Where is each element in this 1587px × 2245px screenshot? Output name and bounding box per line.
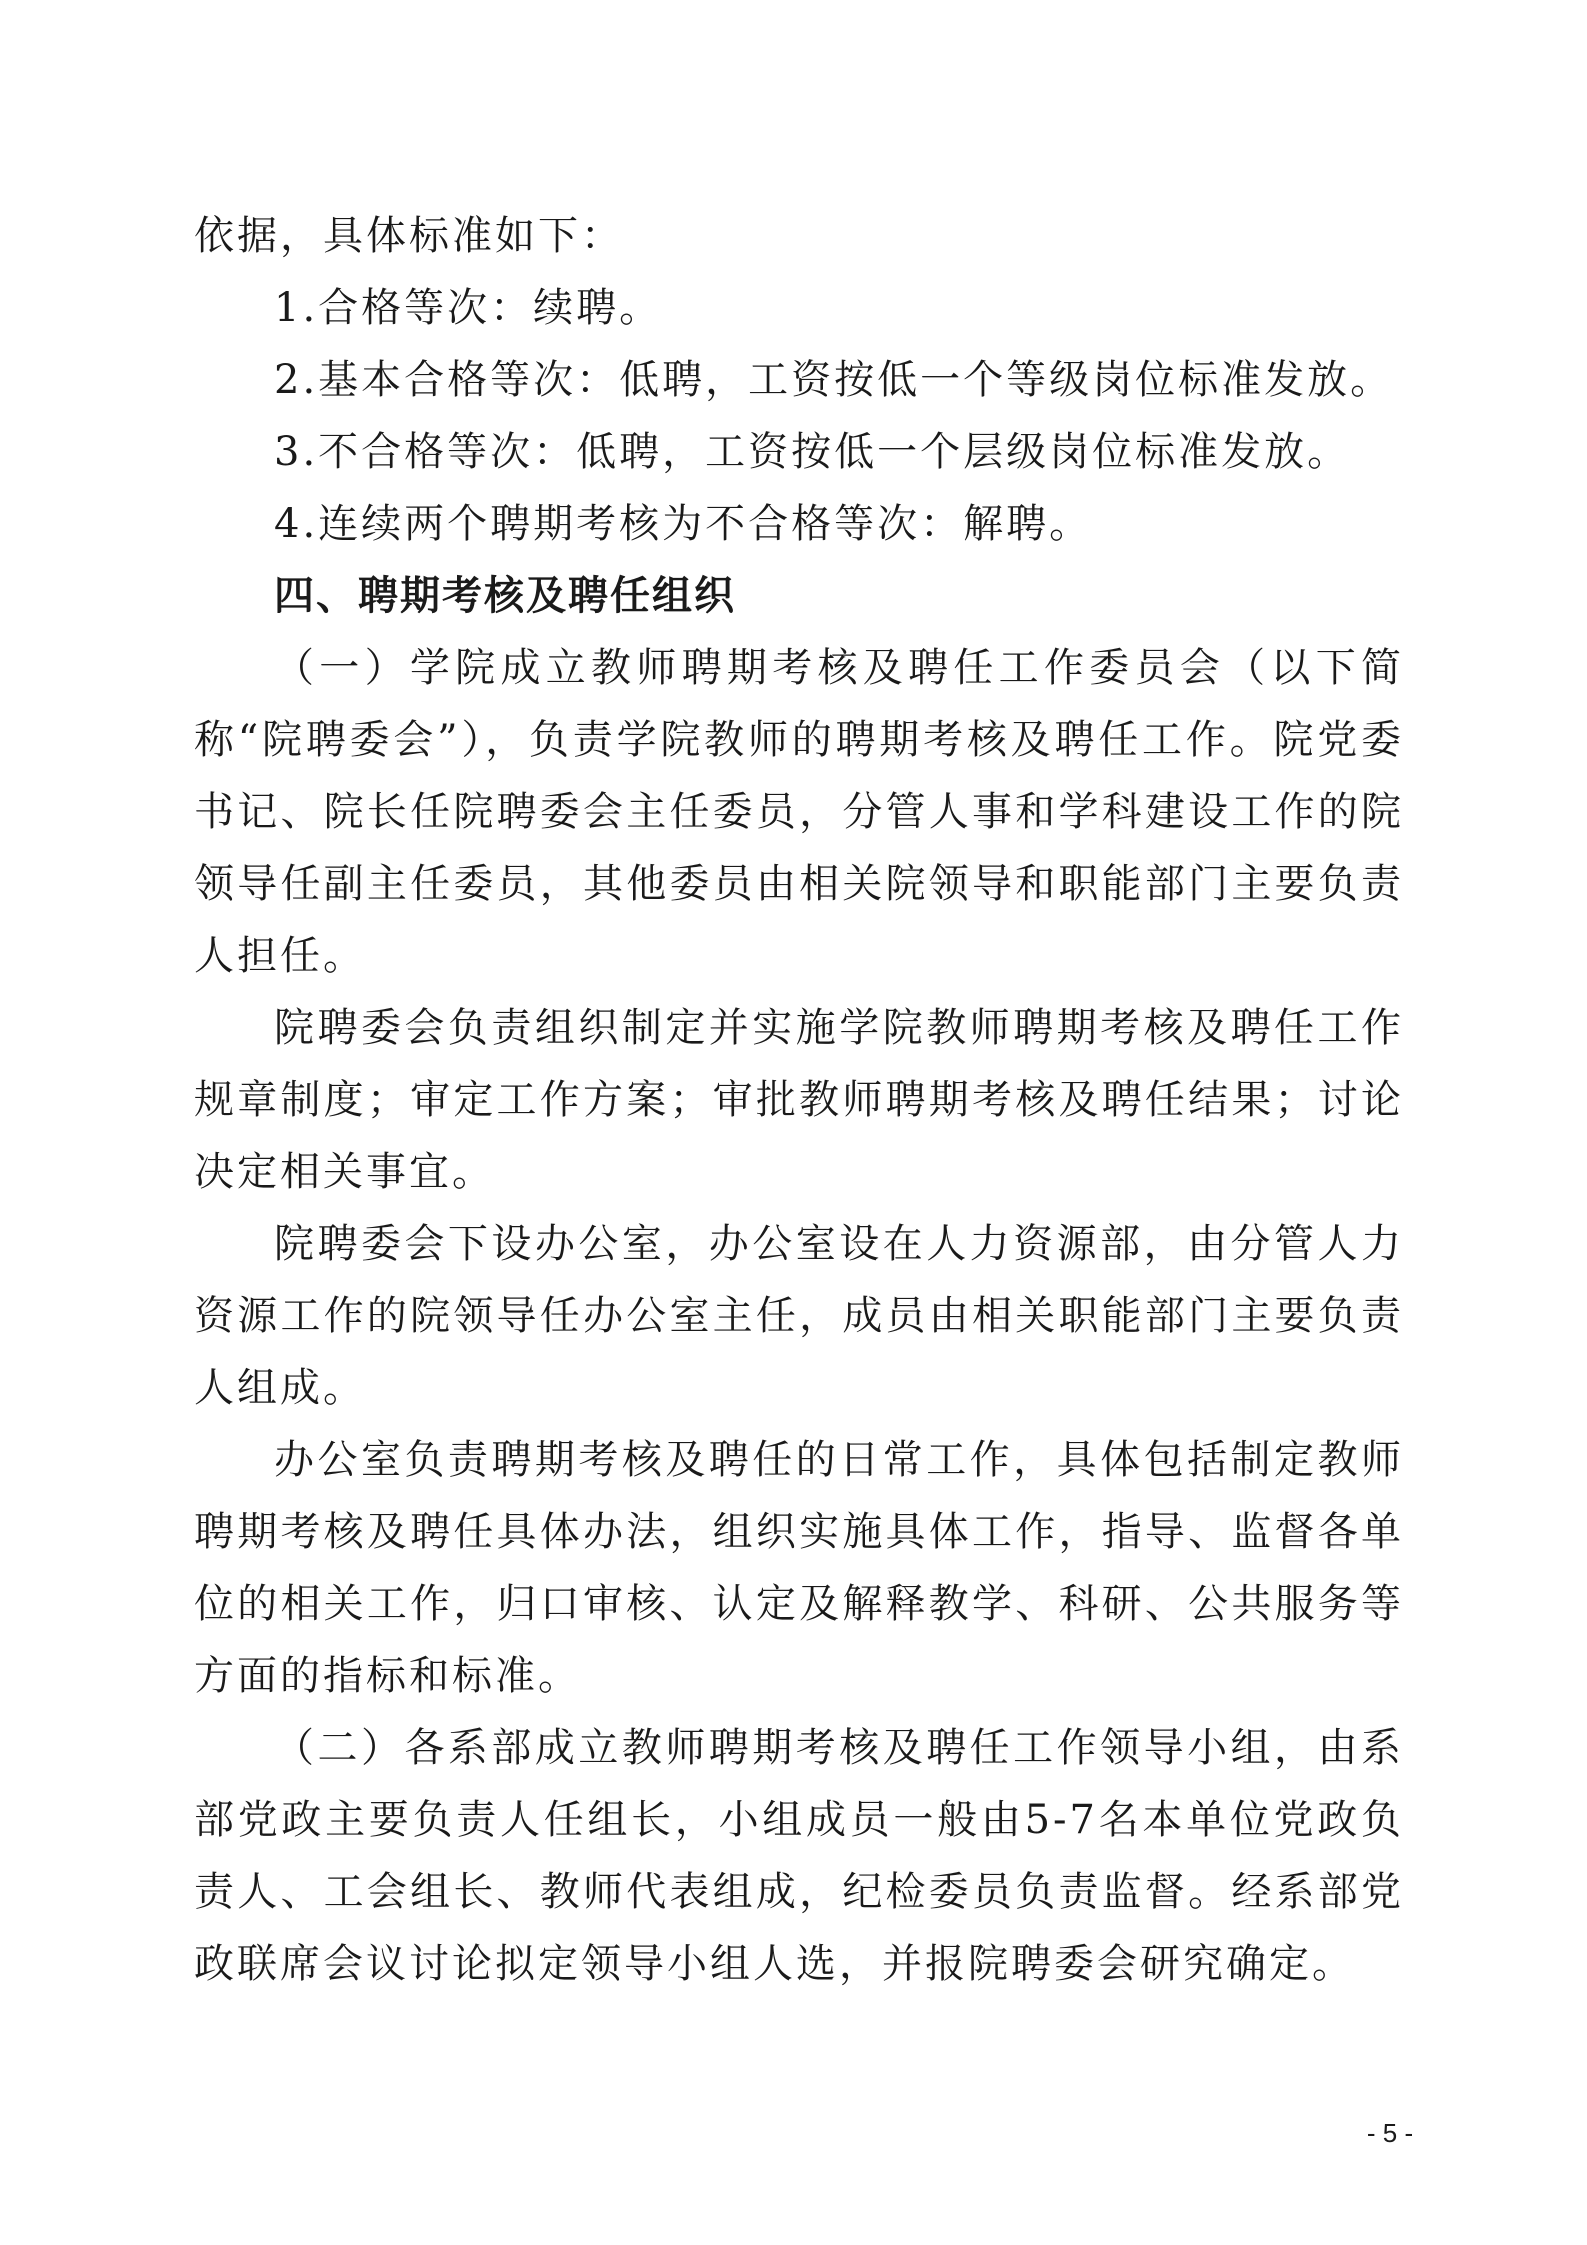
page-number: - 5 - (1366, 2118, 1414, 2148)
list-item-qualified: 1.合格等次：续聘。 (274, 285, 663, 331)
section-heading: 四、聘期考核及聘任组织 (274, 573, 736, 619)
document-body (194, 200, 1404, 2000)
paragraph-criteria-intro: 依据，具体标准如下： (194, 213, 624, 259)
paragraph-office-duties: 办公室负责聘期考核及聘任的日常工作，具体包括制定教师聘期考核及聘任具体办法，组织实施具体工作，指导、监督各单位的相关工作，归口审核、认定及解释教学、科研、公共服务等方面的指标和标准。 (194, 1437, 1404, 1699)
list-item-basically-qualified: 2.基本合格等次：低聘，工资按低一个等级岗位标准发放。 (274, 357, 1394, 403)
paragraph-committee: （一）学院成立教师聘期考核及聘任工作委员会（以下简称“院聘委会”），负责学院教师的聘期考核及聘任工作。院党委书记、院长任院聘委会主任委员，分管人事和学科建设工作的院领导任副主任委员，其他委员由相关院领导和职能部门主要负责人担任。 (194, 645, 1404, 979)
paragraph-office: 院聘委会下设办公室，办公室设在人力资源部，由分管人力资源工作的院领导任办公室主任，成员由相关职能部门主要负责人组成。 (194, 1221, 1404, 1411)
paragraph-committee-duties: 院聘委会负责组织制定并实施学院教师聘期考核及聘任工作规章制度；审定工作方案；审批教师聘期考核及聘任结果；讨论决定相关事宜。 (194, 1005, 1404, 1195)
list-item-consecutive-unqualified: 4.连续两个聘期考核为不合格等次：解聘。 (274, 501, 1093, 547)
list-item-unqualified: 3.不合格等次：低聘，工资按低一个层级岗位标准发放。 (274, 429, 1351, 475)
paragraph-department-group: （二）各系部成立教师聘期考核及聘任工作领导小组，由系部党政主要负责人任组长，小组成员一般由5-7名本单位党政负责人、工会组长、教师代表组成，纪检委员负责监督。经系部党政联席会议讨论拟定领导小组人选，并报院聘委会研究确定。 (194, 1725, 1404, 1987)
